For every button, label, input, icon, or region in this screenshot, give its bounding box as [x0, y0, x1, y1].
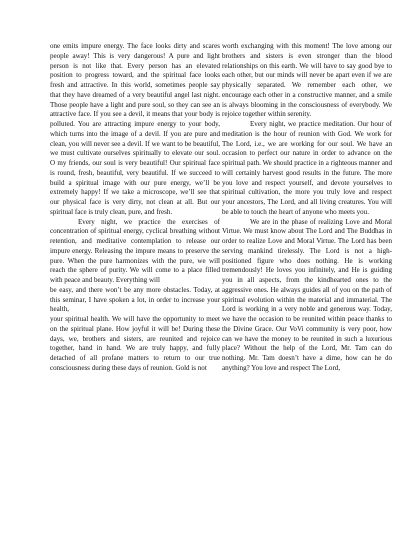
paragraph: We are in the phase of realizing Love and Moral Virtue. We must know about The Lord and The Buddhas in order to realize Love and Moral Virtue. The Lord has been serving mankind tirelessly. The Lord is not a high-positioned figure who does nothing. He is working tremendously! He loves you infinitely, and He is guiding you in all aspects, from the kindhearted ones to the aggressive ones. He always guides all of you on the path of spiritual evolution within the material and immaterial. The Lord is working in a very noble and generous way. Today, we have the occasion to be reunited within peace thanks to the Divine Grace. Our VoVi community is very poor, how can we have the money to be reunited in such a luxurious place? Without the help of the Lord, Mr. Tam can do nothing. Mr. Tam doesn’t have a dime, how can he do anything? You love and respect The Lord, [222, 217, 392, 372]
paragraph: one emits impure energy. The face looks dirty and scares people away! This is very dangerous! A pure and light person is not like that. Every person has an elevated position to progress toward, and the spiritual face looks fresh and attractive. In this world, sometimes people say that they have dreamed of a very beautiful angel last night. Those people have a light and pure soul, so they can see an attractive face. If you see a devil, it means that your body is polluted. You are attracting impure energy to your body, which turns into the image of a devil. If you are pure and clean, you will never see a devil. If we want to be beautiful, we must cultivate ourselves spiritually to elevate our soul. O my friends, our soul is very beautiful! Our spiritual face is round, fresh, beautiful, very beautiful. If we succeed to build a spiritual image with our pure energy, we’ll be extremely happy! If we take a microscope, we’ll see that our physical face is very dirty, not clean at all. But our spiritual face is truly clean, pure, and fresh. [50, 42, 220, 216]
paragraph: be easy, and there won’t be any more obstacles. Today, at this seminar, I have spoken a lot, in order to increase your health, [50, 285, 220, 314]
text-column-left [50, 42, 220, 374]
paragraph: Every night, we practice the exercises of concentration of spiritual energy, cyclical breathing without retention, and meditative contemplation to release our impure energy. Releasing the impure means to preserve the pure. When the pure harmonizes with the pure, we will reach the sphere of purity. We will come to a place filled with peace and beauty. Everything will [50, 217, 220, 284]
paragraph: Every night, we practice meditation. Our hour of meditation is the hour of reunion with God. We work for The Lord, i.e., we are working for our soul. We have an occasion to perfect our nature in order to advance on the spiritual path. We should practice in a righteous manner and will certainly harvest good results in the future. The more you love and respect yourself, and devote yourselves to spiritual cultivation, the more you truly love and respect your ancestors, The Lord, and all living creatures. You will be able to touch the heart of anyone who meets you. [222, 120, 392, 216]
paragraph: your spiritual health. We will have the opportunity to meet on the spiritual plane. How joyful it will be! During these days, we, brothers and sisters, are reunited and rejoice together, hand in hand. We are truly happy, and fully detached of all profane matters to return to our true consciousness during these days of reunion. Gold is not [50, 315, 220, 372]
paragraph: worth exchanging with this moment! The love among our brothers and sisters is even stronger than the blood relationships on this earth. We will have to say good bye to each other, but our minds will never be apart even if we are physically separated. We remember each other, we encourage each other in a constructive manner, and a smile is always blooming in the consciousness of everybody. We rejoice together within serenity. [222, 42, 392, 119]
text-column-right [222, 42, 392, 374]
